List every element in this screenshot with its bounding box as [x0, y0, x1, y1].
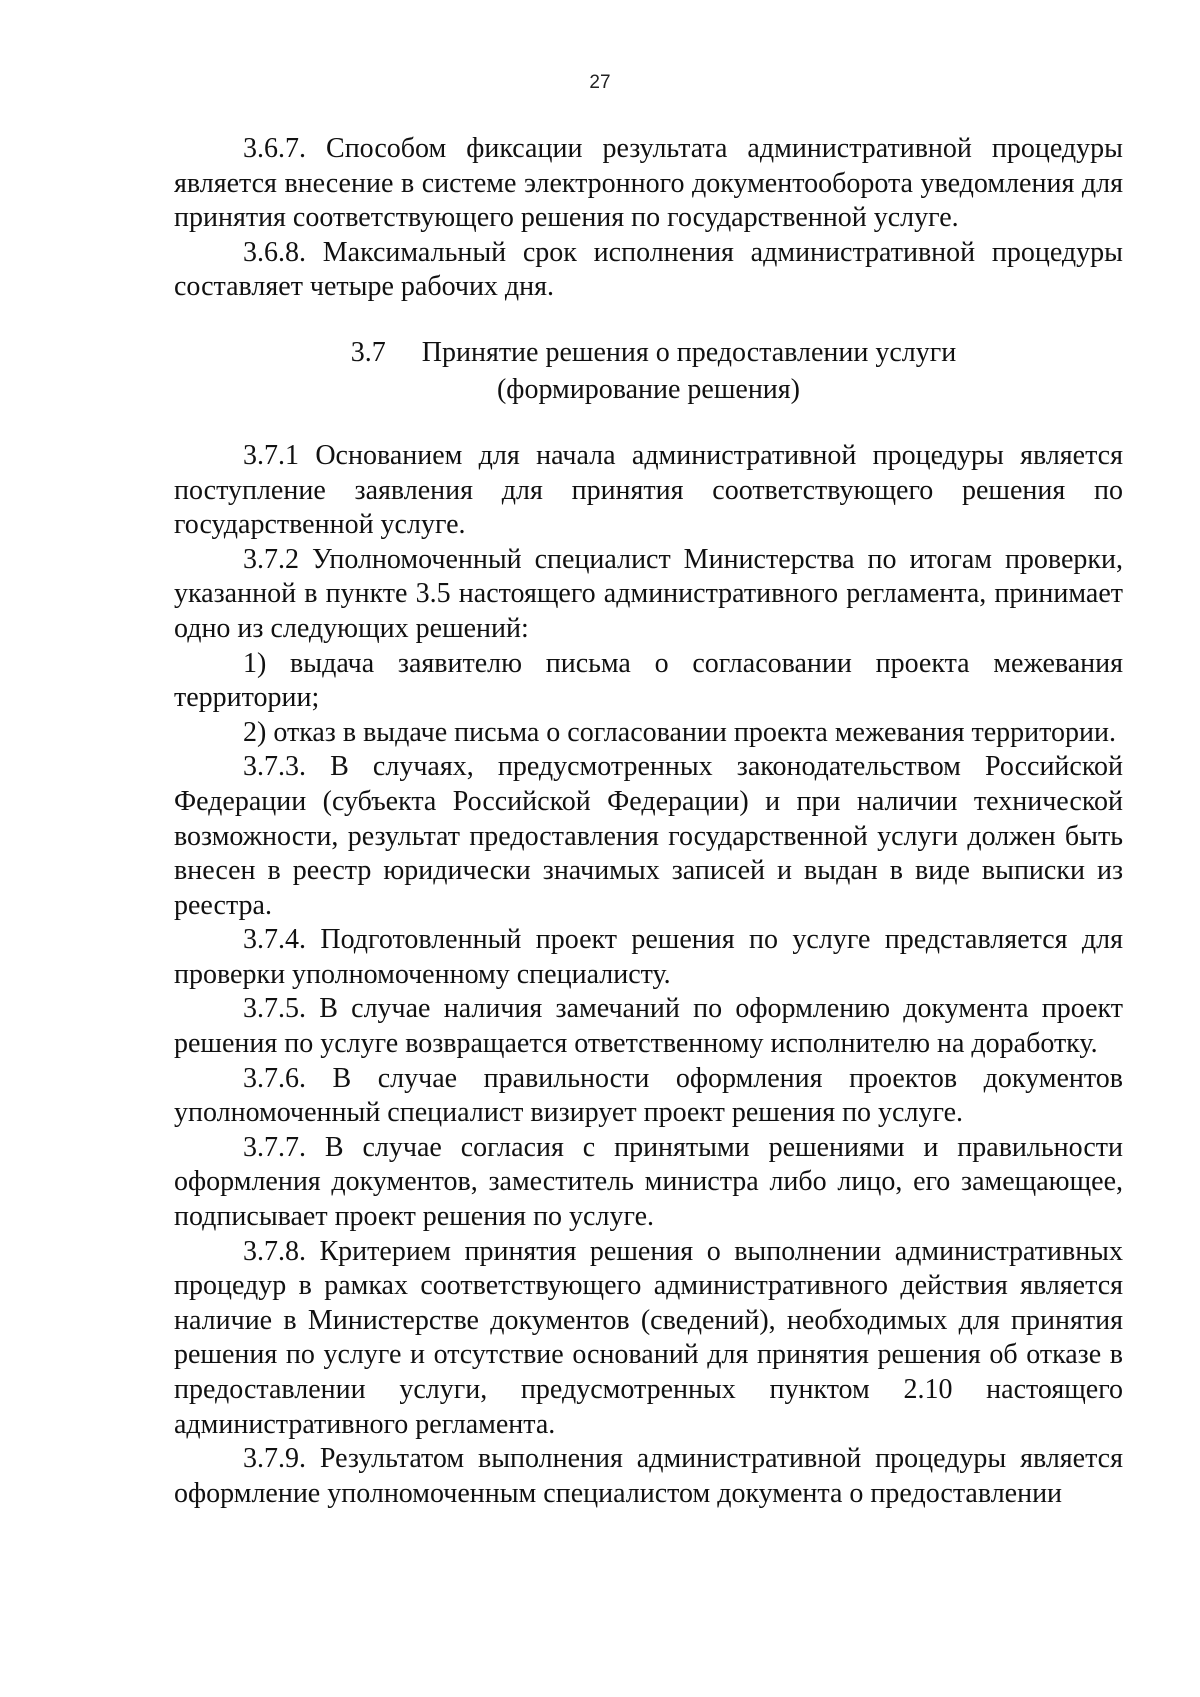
page-number: 27: [589, 72, 611, 93]
paragraph-3-7-1: 3.7.1 Основанием для начала административной процедуры является поступление заявления для принятия соответствующего решения по государственной услуге.: [174, 439, 1123, 541]
paragraph-3-7-4: 3.7.4. Подготовленный проект решения по услуге представляется для проверки уполномоченному специалисту.: [174, 924, 1123, 990]
paragraph-3-7-7: 3.7.7. В случае согласия с принятыми решениями и правильности оформления документов, заместитель министра либо лицо, его замещающее, подписывает проект решения по услуге.: [174, 1131, 1123, 1233]
paragraph-3-7-3: 3.7.3. В случаях, предусмотренных законодательством Российской Федерации (субъекта Российской Федерации) и при наличии технической возможности, результат предоставления государственной услуги должен быть внесен в реестр юридически значимых записей и выдан в виде выписки из реестра.: [174, 751, 1123, 921]
paragraph-3-7-8: 3.7.8. Критерием принятия решения о выполнении административных процедур в рамках соответствующего административного действия является наличие в Министерстве документов (сведений), необходимых для принятия решения по услуге и отсутствие оснований для принятия решения об отказе в предоставлении услуги, предусмотренных пунктом 2.10 настоящего административного регламента.: [174, 1235, 1123, 1440]
section-heading: [174, 334, 1123, 408]
paragraph-3-6-8: 3.6.8. Максимальный срок исполнения административной процедуры составляет четыре рабочих дня.: [174, 236, 1123, 303]
section-number: 3.7: [350, 336, 386, 368]
paragraph-3-7-5: 3.7.5. В случае наличия замечаний по оформлению документа проект решения по услуге возвращается ответственному исполнителю на доработку.: [174, 993, 1123, 1060]
section-title: Принятие решения о предоставлении услуги: [421, 336, 957, 368]
paragraph-3-7-9: 3.7.9. Результатом выполнения административной процедуры является оформление уполномоченным специалистом документа о предоставлении: [174, 1443, 1123, 1509]
list-item-2: 2) отказ в выдаче письма о согласовании проекта межевания территории.: [243, 716, 1117, 748]
paragraph-3-7-6: 3.7.6. В случае правильности оформления проектов документов уполномоченный специалист визирует проект решения по услуге.: [174, 1062, 1123, 1129]
paragraph-3-7-2: 3.7.2 Уполномоченный специалист Министерства по итогам проверки, указанной в пункте 3.5 настоящего административного регламента, принимает одно из следующих решений:: [174, 543, 1123, 644]
list-item-1: 1) выдача заявителю письма о согласовании проекта межевания территории;: [174, 647, 1123, 714]
paragraph-3-6-7: 3.6.7. Способом фиксации результата административной процедуры является внесение в системе электронного документооборота уведомления для принятия соответствующего решения по государственной услуге.: [174, 133, 1123, 234]
section-heading-line-1: [174, 334, 1123, 371]
document-body: [174, 132, 1123, 1511]
section-subtitle: (формирование решения): [496, 373, 800, 405]
